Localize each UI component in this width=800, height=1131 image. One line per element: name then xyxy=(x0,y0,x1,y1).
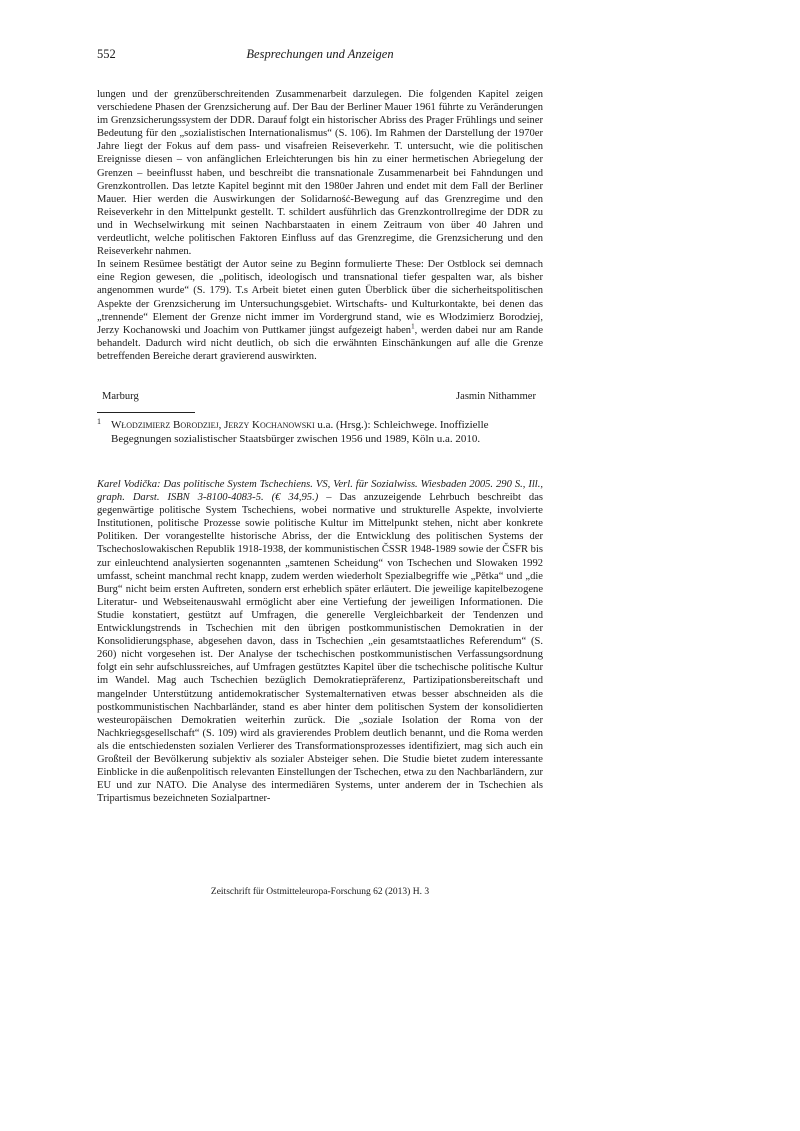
bibliographic-entry: Karel Vodička: Das politische System Tschechiens. VS, Verl. für Sozialwiss. Wiesbaden 2005. 290 S., Ill., graph. Darst. ISBN 3-8100-4083-5. (€ 34,95.) xyxy=(97,479,543,504)
running-title: Besprechungen und Anzeigen xyxy=(246,47,394,61)
footnote-citation: u.a. (Hrsg.): Schleichwege. Inoffizielle Begegnungen sozialistischer Staatsbürger zwischen 1956 und 1989, Köln u.a. 2010. xyxy=(111,419,489,445)
conclusion-text-before-ref: In seinem Resümee bestätigt der Autor seine zu Beginn formulierte These: Der Ostblock sei demnach eine Region gewesen, die „politisch, ideologisch und transnational tiefer gespalten war, als bisher angenommen wurde“ (S. 179). T.s Arbeit bietet einen guten Überblick über die sicherheitspolitischen Aspekte der Grenzsicherung im Untersuchungsgebiet. Wirtschafts- und Kulturkontakte, bei denen das „trennende“ Element der Grenze nicht immer im Vordergrund stand, wie es Włodzimierz Borodziej, Jerzy Kochanowski und Joachim von Puttkamer jüngst aufgezeigt haben xyxy=(97,259,543,336)
review-text-block xyxy=(97,88,543,363)
journal-footer: Zeitschrift für Ostmitteleuropa-Forschung 62 (2013) H. 3 xyxy=(210,887,430,897)
reviewer-name: Jasmin Nithammer xyxy=(456,391,536,402)
footnote-text xyxy=(111,418,543,446)
footnote-mark: 1 xyxy=(97,417,101,426)
short-review-block xyxy=(97,478,543,805)
page-number: 552 xyxy=(97,47,116,61)
review-conclusion-paragraph xyxy=(97,258,543,363)
short-review-paragraph xyxy=(97,478,543,805)
signature-place: Marburg xyxy=(102,391,139,402)
footnote-author-2: Jerzy Kochanowski xyxy=(224,419,315,431)
footnote-reference[interactable]: 1 xyxy=(411,322,415,331)
review-paragraph: lungen und der grenzüberschreitenden Zusammenarbeit darzulegen. Die folgenden Kapitel zeigen verschiedene Phasen der Grenzsicherung auf. Der Bau der Berliner Mauer 1961 führte zu Veränderungen im Grenzsicherungssystem der DDR. Darauf folgt ein historischer Abriss des Prager Frühlings und seiner Bedeutung für den „sozialistischen Internationalismus“ (S. 106). Im Rahmen der Darstellung der 1970er Jahre liegt der Fokus auf dem pass- und visafreien Reiseverkehr. T. untersucht, wie die politischen Ereignisse diesen – von anfänglichen Erleichterungen bis hin zu einer hermetischen Abriegelung der Grenzen – beeinflusst haben, und beschreibt die transnationale Zusammenarbeit bei Fahndungen und Grenzkontrollen. Das letzte Kapitel beginnt mit den 1980er Jahren und endet mit dem Fall der Berliner Mauer. Hier werden die Auswirkungen der Solidarność-Bewegung auf das Grenzregime und den Reiseverkehr in den Mittelpunkt gestellt. T. schildert ausführlich das Grenzkontrollregime der DDR zu und in Wechselwirkung mit seinen Nachbarstaaten in einem Zeitraum von über 40 Jahren und verdeutlicht, welche politischen Faktoren Einfluss auf das Grenzregime, die Grenzsicherung und den Reiseverkehr nahmen. xyxy=(97,89,543,258)
footnote xyxy=(97,418,543,446)
footnote-divider xyxy=(97,412,195,413)
page-header xyxy=(97,47,543,65)
footnote-author-1: Włodzimierz Borodziej xyxy=(111,419,219,431)
footnote-separator: , xyxy=(218,419,225,431)
conclusion-text-after-ref: , werden dabei nur am Rande behandelt. Dadurch wird nicht deutlich, ob sich die erwähnten Einschänkungen auf alle die Grenze betreffenden Bereiche derart gravierend auswirkten. xyxy=(97,324,543,362)
short-review-body: – Das anzuzeigende Lehrbuch beschreibt das gegenwärtige politische System Tschechiens, wobei normative und strukturelle Aspekte, involvierte Institutionen, politische Prozesse sowie politische Kultur im Mittelpunkt stehen, nicht aber konkrete Politiken. Der vorangestellte historische Abriss, der die Entwicklung des politischen Systems der Tschechoslowakischen Republik 1918-1938, der kommunistischen ČSSR 1948-1989 sowie der ČSFR bis zur einleuchtend analysierten sogenannten „samtenen Scheidung“ von Tschechen und Slowaken 1992 umfasst, scheint manchmal recht knapp, zudem werden wiederholt Spezialbegriffe wie „Pětka“ und „die Burg“ nicht beim ersten Auftreten, sondern erst erheblich später erläutert. Die jeweilige kapitelbezogene Literatur- und Webseitenauswahl ermöglicht aber eine Vertiefung der jeweiligen Informationen. Die Studie konstatiert, gestützt auf Umfragen, die generelle Vergleichbarkeit der Tendenzen und Entwicklungstrends in Tschechien mit den übrigen postkommunistischen Demokratien in der Konsolidierungsphase, abgesehen davon, dass in Tschechien „ein gesamtstaatliches Referendum“ (S. 260) nicht vorgesehen ist. Der Analyse der tschechischen postkommunistischen Verfassungsordnung folgt ein sehr aufschlussreiches, auf Umfragen gestütztes Kapitel über die tschechische politische Kultur im Wandel. Mag auch Tschechien bezüglich Demokratiepräferenz, Partizipationsbereitschaft und mangelnder Unterstützung antidemokratischer Systemalternativen etwas besser abschneiden als die postkommunistischen Nachbarländer, stand es aber hinter dem politischen System der konsolidierten westeuropäischen Demokratien weiterhin zurück. Die „soziale Isolation der Roma von der Nachkriegsgesellschaft“ (S. 109) wird als gravierendes Problem deutlich benannt, und die Roma werden als die entschiedensten sozialen Verlierer des Transformationsprozesses identifiziert, mag sich auch ein Großteil der Bevölkerung subjektiv als sozialer Absteiger sehen. Die Studie bietet zudem interessante Einblicke in die außenpolitisch relevanten Einstellungen der Tschechen, etwa zu den Nachbarländern, zur EU und zur NATO. Die Analyse des intermediären Systems, unter anderem der in Tschechien als Tripartismus bezeichneten Sozialpartner- xyxy=(97,492,543,805)
